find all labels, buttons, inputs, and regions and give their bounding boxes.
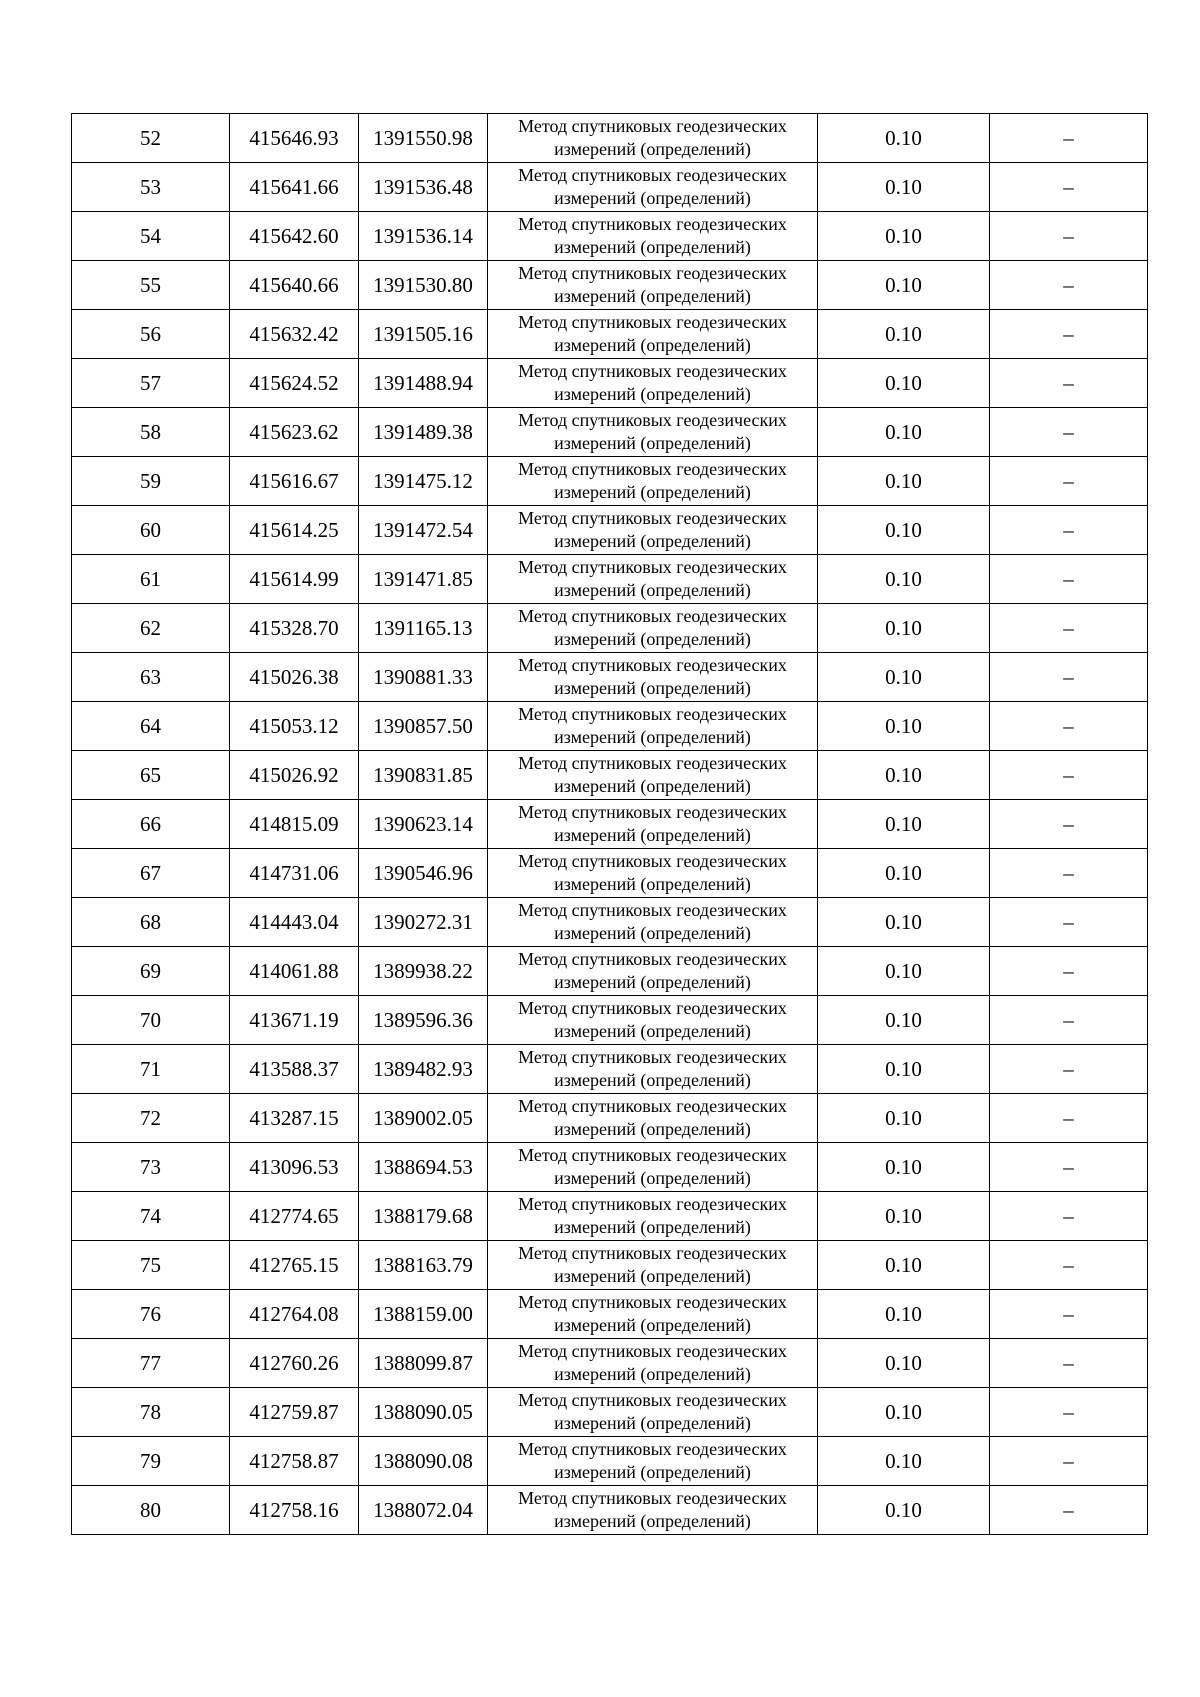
note-cell: – — [990, 506, 1148, 555]
x-coordinate-cell: 412765.15 — [230, 1241, 359, 1290]
method-cell — [488, 359, 818, 408]
method-cell — [488, 996, 818, 1045]
table-row — [72, 800, 1148, 849]
point-number-cell: 79 — [72, 1437, 230, 1486]
y-coordinate-cell: 1390881.33 — [359, 653, 488, 702]
y-coordinate-cell: 1388159.00 — [359, 1290, 488, 1339]
method-cell — [488, 1192, 818, 1241]
method-text-line: Метод спутниковых геодезических — [518, 116, 787, 136]
point-number-cell: 61 — [72, 555, 230, 604]
method-text-line: Метод спутниковых геодезических — [518, 1390, 787, 1410]
note-cell: – — [990, 800, 1148, 849]
point-number-cell: 78 — [72, 1388, 230, 1437]
x-coordinate-cell: 415624.52 — [230, 359, 359, 408]
method-text-line: Метод спутниковых геодезических — [518, 753, 787, 773]
note-cell: – — [990, 1339, 1148, 1388]
note-cell: – — [990, 1045, 1148, 1094]
y-coordinate-cell: 1391472.54 — [359, 506, 488, 555]
accuracy-cell: 0.10 — [818, 114, 990, 163]
method-cell — [488, 947, 818, 996]
x-coordinate-cell: 412760.26 — [230, 1339, 359, 1388]
method-text-line: Метод спутниковых геодезических — [518, 214, 787, 234]
accuracy-cell: 0.10 — [818, 800, 990, 849]
y-coordinate-cell: 1388099.87 — [359, 1339, 488, 1388]
method-text-line: Метод спутниковых геодезических — [518, 1096, 787, 1116]
note-cell: – — [990, 359, 1148, 408]
method-text-line: измерений (определений) — [554, 188, 751, 208]
method-cell — [488, 408, 818, 457]
accuracy-cell: 0.10 — [818, 1045, 990, 1094]
x-coordinate-cell: 415614.99 — [230, 555, 359, 604]
table-row — [72, 1339, 1148, 1388]
method-text-line: измерений (определений) — [554, 1511, 751, 1531]
accuracy-cell: 0.10 — [818, 261, 990, 310]
point-number-cell: 65 — [72, 751, 230, 800]
method-cell — [488, 1388, 818, 1437]
x-coordinate-cell: 415632.42 — [230, 310, 359, 359]
note-cell: – — [990, 163, 1148, 212]
method-text-line: Метод спутниковых геодезических — [518, 998, 787, 1018]
point-number-cell: 67 — [72, 849, 230, 898]
point-number-cell: 52 — [72, 114, 230, 163]
x-coordinate-cell: 412764.08 — [230, 1290, 359, 1339]
point-number-cell: 64 — [72, 702, 230, 751]
method-text-line: измерений (определений) — [554, 139, 751, 159]
point-number-cell: 74 — [72, 1192, 230, 1241]
table-row — [72, 506, 1148, 555]
note-cell: – — [990, 114, 1148, 163]
method-text-line: Метод спутниковых геодезических — [518, 1488, 787, 1508]
method-text-line: измерений (определений) — [554, 1119, 751, 1139]
method-cell — [488, 457, 818, 506]
y-coordinate-cell: 1391471.85 — [359, 555, 488, 604]
note-cell: – — [990, 555, 1148, 604]
method-text-line: Метод спутниковых геодезических — [518, 949, 787, 969]
method-text-line: Метод спутниковых геодезических — [518, 410, 787, 430]
accuracy-cell: 0.10 — [818, 898, 990, 947]
table-row — [72, 849, 1148, 898]
method-text-line: Метод спутниковых геодезических — [518, 557, 787, 577]
method-text-line: Метод спутниковых геодезических — [518, 1047, 787, 1067]
note-cell: – — [990, 1388, 1148, 1437]
x-coordinate-cell: 414731.06 — [230, 849, 359, 898]
note-cell: – — [990, 1486, 1148, 1535]
x-coordinate-cell: 414061.88 — [230, 947, 359, 996]
method-cell — [488, 555, 818, 604]
note-cell: – — [990, 408, 1148, 457]
method-cell — [488, 212, 818, 261]
coordinates-table — [71, 113, 1148, 1535]
accuracy-cell: 0.10 — [818, 653, 990, 702]
method-text-line: измерений (определений) — [554, 580, 751, 600]
note-cell: – — [990, 1241, 1148, 1290]
point-number-cell: 73 — [72, 1143, 230, 1192]
note-cell: – — [990, 604, 1148, 653]
y-coordinate-cell: 1389938.22 — [359, 947, 488, 996]
accuracy-cell: 0.10 — [818, 1437, 990, 1486]
table-row — [72, 1045, 1148, 1094]
method-text-line: измерений (определений) — [554, 776, 751, 796]
table-row — [72, 1388, 1148, 1437]
table-row — [72, 604, 1148, 653]
y-coordinate-cell: 1389596.36 — [359, 996, 488, 1045]
method-cell — [488, 1143, 818, 1192]
accuracy-cell: 0.10 — [818, 1486, 990, 1535]
table-row — [72, 1437, 1148, 1486]
note-cell: – — [990, 898, 1148, 947]
method-cell — [488, 898, 818, 947]
x-coordinate-cell: 415641.66 — [230, 163, 359, 212]
method-text-line: Метод спутниковых геодезических — [518, 802, 787, 822]
x-coordinate-cell: 414443.04 — [230, 898, 359, 947]
accuracy-cell: 0.10 — [818, 1388, 990, 1437]
method-text-line: Метод спутниковых геодезических — [518, 1341, 787, 1361]
method-cell — [488, 1437, 818, 1486]
method-cell — [488, 1094, 818, 1143]
point-number-cell: 54 — [72, 212, 230, 261]
note-cell: – — [990, 261, 1148, 310]
method-text-line: измерений (определений) — [554, 874, 751, 894]
y-coordinate-cell: 1389482.93 — [359, 1045, 488, 1094]
accuracy-cell: 0.10 — [818, 408, 990, 457]
x-coordinate-cell: 415328.70 — [230, 604, 359, 653]
point-number-cell: 76 — [72, 1290, 230, 1339]
method-cell — [488, 114, 818, 163]
x-coordinate-cell: 415026.92 — [230, 751, 359, 800]
method-cell — [488, 1290, 818, 1339]
point-number-cell: 53 — [72, 163, 230, 212]
point-number-cell: 57 — [72, 359, 230, 408]
method-text-line: измерений (определений) — [554, 531, 751, 551]
y-coordinate-cell: 1391530.80 — [359, 261, 488, 310]
y-coordinate-cell: 1388179.68 — [359, 1192, 488, 1241]
method-cell — [488, 261, 818, 310]
accuracy-cell: 0.10 — [818, 1241, 990, 1290]
accuracy-cell: 0.10 — [818, 1143, 990, 1192]
accuracy-cell: 0.10 — [818, 1339, 990, 1388]
method-text-line: Метод спутниковых геодезических — [518, 1439, 787, 1459]
method-text-line: измерений (определений) — [554, 1217, 751, 1237]
x-coordinate-cell: 414815.09 — [230, 800, 359, 849]
y-coordinate-cell: 1390857.50 — [359, 702, 488, 751]
table-row — [72, 1143, 1148, 1192]
table-row — [72, 408, 1148, 457]
y-coordinate-cell: 1390546.96 — [359, 849, 488, 898]
table-row — [72, 947, 1148, 996]
note-cell: – — [990, 1192, 1148, 1241]
method-cell — [488, 702, 818, 751]
point-number-cell: 80 — [72, 1486, 230, 1535]
table-row — [72, 1290, 1148, 1339]
method-text-line: измерений (определений) — [554, 384, 751, 404]
x-coordinate-cell: 415646.93 — [230, 114, 359, 163]
accuracy-cell: 0.10 — [818, 163, 990, 212]
method-text-line: Метод спутниковых геодезических — [518, 606, 787, 626]
method-text-line: Метод спутниковых геодезических — [518, 655, 787, 675]
method-text-line: измерений (определений) — [554, 1315, 751, 1335]
accuracy-cell: 0.10 — [818, 604, 990, 653]
method-cell — [488, 1339, 818, 1388]
point-number-cell: 71 — [72, 1045, 230, 1094]
method-text-line: измерений (определений) — [554, 727, 751, 747]
method-cell — [488, 604, 818, 653]
method-text-line: Метод спутниковых геодезических — [518, 459, 787, 479]
method-text-line: измерений (определений) — [554, 286, 751, 306]
note-cell: – — [990, 1290, 1148, 1339]
coordinates-table-body — [72, 114, 1148, 1535]
method-cell — [488, 653, 818, 702]
method-cell — [488, 1241, 818, 1290]
point-number-cell: 77 — [72, 1339, 230, 1388]
table-row — [72, 702, 1148, 751]
x-coordinate-cell: 413671.19 — [230, 996, 359, 1045]
x-coordinate-cell: 415642.60 — [230, 212, 359, 261]
method-cell — [488, 1486, 818, 1535]
note-cell: – — [990, 702, 1148, 751]
note-cell: – — [990, 1143, 1148, 1192]
table-row — [72, 996, 1148, 1045]
table-row — [72, 751, 1148, 800]
method-text-line: Метод спутниковых геодезических — [518, 263, 787, 283]
y-coordinate-cell: 1388694.53 — [359, 1143, 488, 1192]
y-coordinate-cell: 1390623.14 — [359, 800, 488, 849]
method-text-line: Метод спутниковых геодезических — [518, 508, 787, 528]
table-row — [72, 898, 1148, 947]
method-text-line: измерений (определений) — [554, 1168, 751, 1188]
note-cell: – — [990, 653, 1148, 702]
point-number-cell: 58 — [72, 408, 230, 457]
y-coordinate-cell: 1391536.48 — [359, 163, 488, 212]
table-row — [72, 653, 1148, 702]
method-cell — [488, 310, 818, 359]
x-coordinate-cell: 415053.12 — [230, 702, 359, 751]
point-number-cell: 56 — [72, 310, 230, 359]
y-coordinate-cell: 1391165.13 — [359, 604, 488, 653]
accuracy-cell: 0.10 — [818, 457, 990, 506]
x-coordinate-cell: 412774.65 — [230, 1192, 359, 1241]
table-row — [72, 261, 1148, 310]
table-row — [72, 457, 1148, 506]
y-coordinate-cell: 1388072.04 — [359, 1486, 488, 1535]
table-row — [72, 1241, 1148, 1290]
method-text-line: измерений (определений) — [554, 1364, 751, 1384]
method-text-line: измерений (определений) — [554, 678, 751, 698]
method-text-line: измерений (определений) — [554, 1070, 751, 1090]
x-coordinate-cell: 415640.66 — [230, 261, 359, 310]
method-text-line: измерений (определений) — [554, 825, 751, 845]
method-text-line: измерений (определений) — [554, 482, 751, 502]
point-number-cell: 60 — [72, 506, 230, 555]
note-cell: – — [990, 457, 1148, 506]
accuracy-cell: 0.10 — [818, 1290, 990, 1339]
method-text-line: Метод спутниковых геодезических — [518, 165, 787, 185]
method-cell — [488, 849, 818, 898]
y-coordinate-cell: 1390272.31 — [359, 898, 488, 947]
method-text-line: измерений (определений) — [554, 433, 751, 453]
table-row — [72, 163, 1148, 212]
note-cell: – — [990, 1094, 1148, 1143]
y-coordinate-cell: 1391550.98 — [359, 114, 488, 163]
note-cell: – — [990, 947, 1148, 996]
table-row — [72, 1094, 1148, 1143]
x-coordinate-cell: 413096.53 — [230, 1143, 359, 1192]
method-text-line: измерений (определений) — [554, 1266, 751, 1286]
y-coordinate-cell: 1391505.16 — [359, 310, 488, 359]
method-text-line: Метод спутниковых геодезических — [518, 900, 787, 920]
method-text-line: измерений (определений) — [554, 1462, 751, 1482]
accuracy-cell: 0.10 — [818, 310, 990, 359]
method-text-line: Метод спутниковых геодезических — [518, 1243, 787, 1263]
method-text-line: измерений (определений) — [554, 335, 751, 355]
method-text-line: измерений (определений) — [554, 237, 751, 257]
x-coordinate-cell: 412758.16 — [230, 1486, 359, 1535]
method-cell — [488, 751, 818, 800]
accuracy-cell: 0.10 — [818, 506, 990, 555]
accuracy-cell: 0.10 — [818, 947, 990, 996]
point-number-cell: 62 — [72, 604, 230, 653]
table-row — [72, 1486, 1148, 1535]
point-number-cell: 75 — [72, 1241, 230, 1290]
method-text-line: Метод спутниковых геодезических — [518, 1194, 787, 1214]
y-coordinate-cell: 1391475.12 — [359, 457, 488, 506]
accuracy-cell: 0.10 — [818, 996, 990, 1045]
accuracy-cell: 0.10 — [818, 702, 990, 751]
accuracy-cell: 0.10 — [818, 751, 990, 800]
method-cell — [488, 1045, 818, 1094]
method-text-line: Метод спутниковых геодезических — [518, 361, 787, 381]
accuracy-cell: 0.10 — [818, 359, 990, 408]
x-coordinate-cell: 412759.87 — [230, 1388, 359, 1437]
note-cell: – — [990, 751, 1148, 800]
method-cell — [488, 506, 818, 555]
x-coordinate-cell: 415616.67 — [230, 457, 359, 506]
method-text-line: Метод спутниковых геодезических — [518, 1145, 787, 1165]
table-row — [72, 114, 1148, 163]
note-cell: – — [990, 310, 1148, 359]
accuracy-cell: 0.10 — [818, 212, 990, 261]
table-row — [72, 212, 1148, 261]
x-coordinate-cell: 415026.38 — [230, 653, 359, 702]
table-row — [72, 555, 1148, 604]
point-number-cell: 72 — [72, 1094, 230, 1143]
point-number-cell: 66 — [72, 800, 230, 849]
note-cell: – — [990, 996, 1148, 1045]
point-number-cell: 68 — [72, 898, 230, 947]
method-text-line: измерений (определений) — [554, 629, 751, 649]
method-cell — [488, 163, 818, 212]
note-cell: – — [990, 849, 1148, 898]
y-coordinate-cell: 1389002.05 — [359, 1094, 488, 1143]
table-row — [72, 1192, 1148, 1241]
method-text-line: измерений (определений) — [554, 923, 751, 943]
point-number-cell: 70 — [72, 996, 230, 1045]
y-coordinate-cell: 1388163.79 — [359, 1241, 488, 1290]
y-coordinate-cell: 1390831.85 — [359, 751, 488, 800]
method-cell — [488, 800, 818, 849]
note-cell: – — [990, 1437, 1148, 1486]
table-row — [72, 359, 1148, 408]
note-cell: – — [990, 212, 1148, 261]
accuracy-cell: 0.10 — [818, 555, 990, 604]
accuracy-cell: 0.10 — [818, 1094, 990, 1143]
y-coordinate-cell: 1391536.14 — [359, 212, 488, 261]
x-coordinate-cell: 413588.37 — [230, 1045, 359, 1094]
point-number-cell: 59 — [72, 457, 230, 506]
method-text-line: измерений (определений) — [554, 1413, 751, 1433]
x-coordinate-cell: 415623.62 — [230, 408, 359, 457]
method-text-line: измерений (определений) — [554, 972, 751, 992]
point-number-cell: 69 — [72, 947, 230, 996]
accuracy-cell: 0.10 — [818, 1192, 990, 1241]
method-text-line: Метод спутниковых геодезических — [518, 312, 787, 332]
method-text-line: Метод спутниковых геодезических — [518, 704, 787, 724]
x-coordinate-cell: 413287.15 — [230, 1094, 359, 1143]
method-text-line: Метод спутниковых геодезических — [518, 1292, 787, 1312]
point-number-cell: 63 — [72, 653, 230, 702]
table-row — [72, 310, 1148, 359]
y-coordinate-cell: 1391489.38 — [359, 408, 488, 457]
x-coordinate-cell: 412758.87 — [230, 1437, 359, 1486]
x-coordinate-cell: 415614.25 — [230, 506, 359, 555]
y-coordinate-cell: 1388090.08 — [359, 1437, 488, 1486]
y-coordinate-cell: 1388090.05 — [359, 1388, 488, 1437]
method-text-line: измерений (определений) — [554, 1021, 751, 1041]
accuracy-cell: 0.10 — [818, 849, 990, 898]
method-text-line: Метод спутниковых геодезических — [518, 851, 787, 871]
point-number-cell: 55 — [72, 261, 230, 310]
y-coordinate-cell: 1391488.94 — [359, 359, 488, 408]
